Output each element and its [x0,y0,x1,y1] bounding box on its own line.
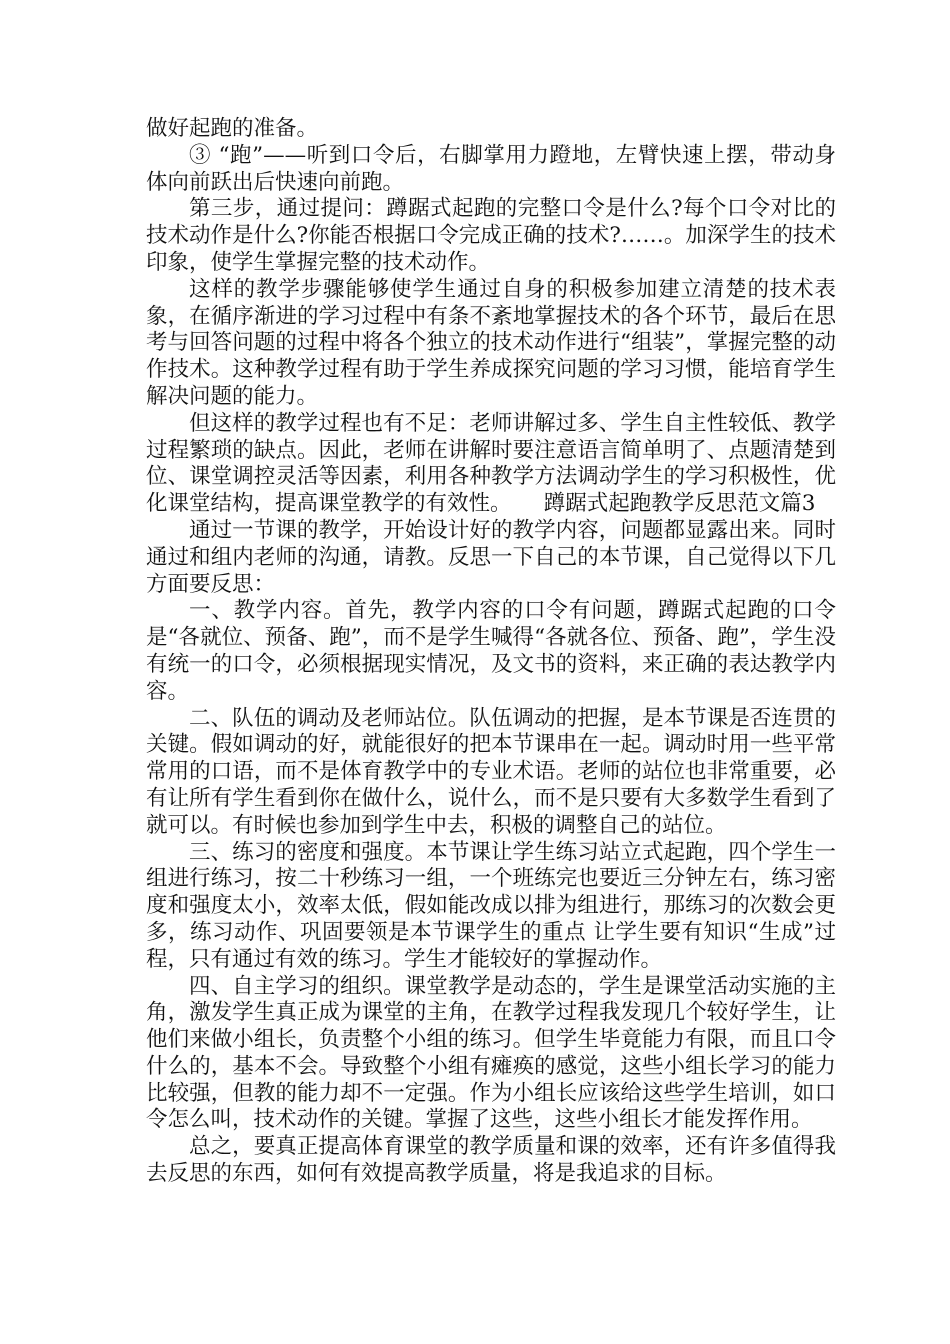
paragraph-3: 第三步，通过提问：蹲踞式起跑的完整口令是什么?每个口令对比的技术动作是什么?你能否根据口令完成正确的技术?……。加深学生的技术印象，使学生掌握完整的技术动作。 [146,196,836,275]
paragraph-6: 通过一节课的教学，开始设计好的教学内容，问题都显露出来。同时通过和组内老师的沟通，请教。反思一下自己的本节课，自己觉得以下几方面要反思： [146,517,836,597]
paragraph-4: 这样的教学步骤能够使学生通过自身的积极参加建立清楚的技术表象，在循序渐进的学习过程中有条不紊地掌握技术的各个环节，最后在思考与回答问题的过程中将各个独立的技术动作进行“组装”，掌握完整的动作技术。这种教学过程有助于学生养成探究问题的学习习惯，能培育学生解决问题的能力。 [146,276,836,409]
paragraph-8: 二、队伍的调动及老师站位。队伍调动的把握，是本节课是否连贯的关键。假如调动的好，就能很好的把本节课串在一起。调动时用一些平常常用的口语，而不是体育教学中的专业术语。老师的站位也非常重要，必有让所有学生看到你在做什么，说什么，而不是只要有大多数学生看到了就可以。有时候也参加到学生中去，积极的调整自己的站位。 [146,705,836,838]
paragraph-1: 做好起跑的准备。 [146,116,319,141]
paragraph-5: 但这样的教学过程也有不足：老师讲解过多、学生自主性较低、教学过程繁琐的缺点。因此，老师在讲解时要注意语言简单明了、点题清楚到位、课堂调控灵活等因素，利用各种教学方法调动学生的学习积极性，优化课堂结构，提高课堂教学的有效性。 蹲踞式起跑教学反思范文篇3 [146,410,836,517]
paragraph-9: 三、练习的密度和强度。本节课让学生练习站立式起跑，四个学生一组进行练习，按二十秒练习一组，一个班练完也要近三分钟左右，练习密度和强度太小，效率太低，假如能改成以排为组进行，那练习的次数会更多，练习动作、巩固要领是本节课学生的重点 让学生要有知识“生成”过程，只有通过有效的练习。学生才能较好的掌握动作。 [146,839,836,972]
paragraph-10: 四、自主学习的组织。课堂教学是动态的，学生是课堂活动实施的主角，激发学生真正成为课堂的主角，在教学过程我发现几个较好学生，让他们来做小组长，负责整个小组的练习。但学生毕竟能力有限，而且口令什么的，基本不会。导致整个小组有瘫痪的感觉，这些小组长学习的能力比较强，但教的能力却不一定强。作为小组长应该给这些学生培训，如口令怎么叫，技术动作的关键。掌握了这些，这些小组长才能发挥作用。 [146,973,836,1133]
paragraph-2: ③ “跑”——听到口令后，右脚掌用力蹬地，左臂快速上摆，带动身体向前跃出后快速向前跑。 [146,142,836,195]
paragraph-11: 总之，要真正提高体育课堂的教学质量和课的效率，还有许多值得我去反思的东西，如何有效提高教学质量，将是我追求的目标。 [146,1134,836,1187]
paragraph-7: 一、教学内容。首先，教学内容的口令有问题，蹲踞式起跑的口令是“各就位、预备、跑”，而不是学生喊得“各就各位、预备、跑”，学生没有统一的口令，必须根据现实情况，及文书的资料，来正确的表达教学内容。 [146,598,836,704]
document-body [146,116,836,1188]
